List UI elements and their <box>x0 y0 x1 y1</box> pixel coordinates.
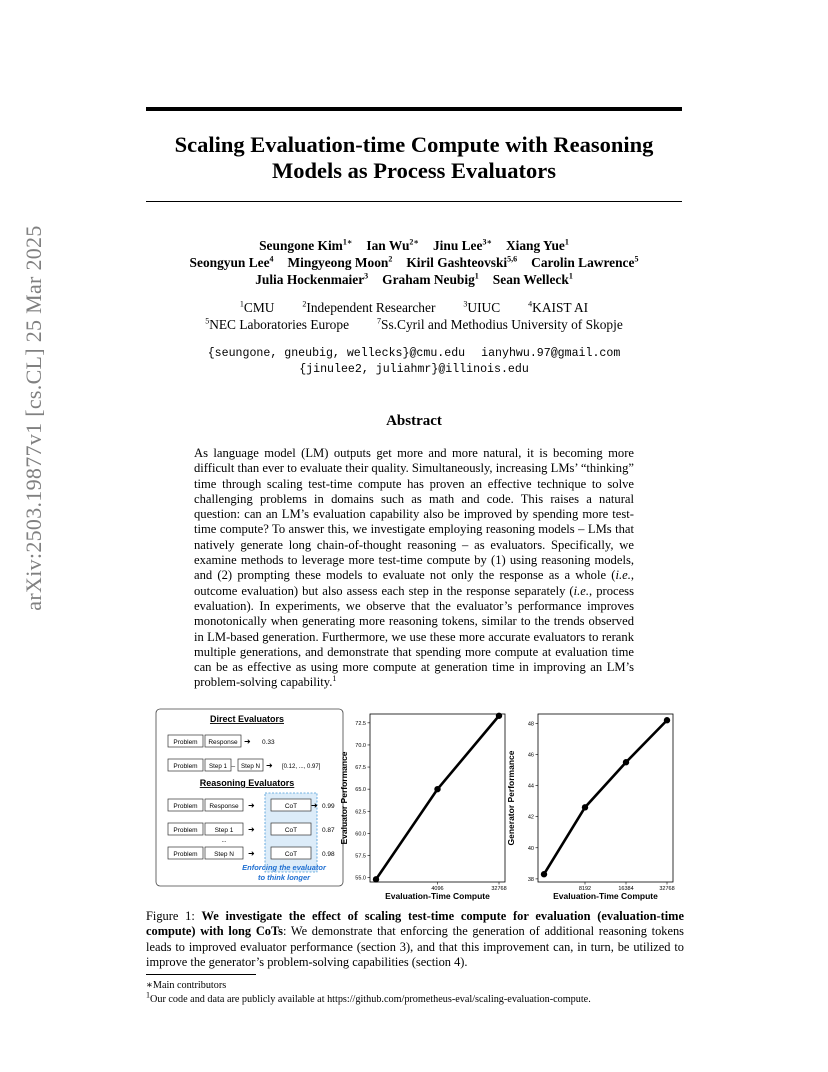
y-tick-label: 70.0 <box>355 742 366 749</box>
data-point <box>541 871 547 877</box>
y-tick-label: 46 <box>527 752 534 759</box>
direct-problem-label-1: Problem <box>173 739 198 746</box>
author-2: Jinu Lee$^{3∗}$ <box>432 237 492 253</box>
affiliation-1: $^2$Independent Researcher <box>302 299 436 315</box>
y-tick-label: 48 <box>527 721 534 728</box>
reason-problem-label-3: Problem <box>173 851 198 858</box>
direct-response-label: Response <box>208 739 238 746</box>
y-tick-label: 65.0 <box>355 787 366 794</box>
reason-response-label: Response <box>209 803 239 810</box>
reason-problem-label-1: Problem <box>173 803 198 810</box>
footnote-main-contributors: ∗Main contributors <box>146 980 227 991</box>
abstract-heading: Abstract <box>386 413 442 429</box>
reason-step1-label: Step 1 <box>214 827 234 834</box>
y-tick-label: 38 <box>527 876 534 883</box>
evaluator-diagram <box>156 709 343 886</box>
data-point <box>496 713 502 719</box>
author-2: Kiril Gashteovski$^{5,6}$ <box>406 254 518 270</box>
series-line <box>376 716 499 880</box>
reason-score-2: 0.87 <box>322 827 335 834</box>
title-bottom-rule <box>146 201 682 202</box>
direct-problem-label-2: Problem <box>173 763 198 770</box>
affiliations <box>146 299 682 333</box>
x-tick-label: 16384 <box>618 886 634 892</box>
arrow-icon: ➜ <box>248 849 255 858</box>
title-top-rule <box>146 107 682 111</box>
x-tick-label: 4096 <box>431 886 444 892</box>
footnote-rule <box>146 974 256 975</box>
email-cmu[interactable]: {seungone, gneubig, wellecks}@cmu.edu <box>207 347 466 360</box>
x-axis-label: Evaluation-Time Compute <box>385 891 490 901</box>
figure-1 <box>140 700 700 908</box>
author-0: Seungone Kim$^{1∗}$ <box>259 237 353 253</box>
author-0: Julia Hockenmaier$^3$ <box>255 271 369 287</box>
arrow-icon: ➜ <box>244 737 251 746</box>
cot-label-1: CoT <box>284 803 298 810</box>
direct-evaluators-title: Direct Evaluators <box>209 714 285 724</box>
affiliation-2: $^3$UIUC <box>463 299 501 315</box>
direct-stepn-label: Step N <box>241 763 260 770</box>
arxiv-sidebar-stamp: arXiv:2503.19877v1 [cs.CL] 25 Mar 2025 <box>21 225 46 611</box>
footnotes <box>146 979 706 1006</box>
y-tick-label: 55.0 <box>355 875 366 882</box>
author-list <box>146 237 682 288</box>
reason-problem-label-2: Problem <box>173 827 198 834</box>
x-tick-label: 32768 <box>491 886 507 892</box>
email-gmail[interactable]: ianyhwu.97@gmail.com <box>481 347 621 360</box>
affiliation-0: $^5$NEC Laboratories Europe <box>205 316 350 332</box>
x-tick-label: 8192 <box>578 886 592 892</box>
x-tick-label: 32768 <box>659 886 675 892</box>
email-illinois[interactable]: {jinulee2, juliahmr}@illinois.edu <box>299 362 529 376</box>
reason-score-1: 0.99 <box>322 803 335 810</box>
cot-label-2: CoT <box>284 827 298 834</box>
cot-label-3: CoT <box>284 851 298 858</box>
data-point <box>582 804 588 810</box>
emails <box>146 346 682 377</box>
step-dash: – <box>231 763 236 770</box>
arrow-icon: ➜ <box>248 801 255 810</box>
paper-title <box>146 132 682 184</box>
y-tick-label: 60.0 <box>355 831 366 838</box>
title-line-2: Models as Process Evaluators <box>272 158 556 183</box>
data-point <box>373 876 379 882</box>
y-axis-label: Generator Performance <box>506 750 516 846</box>
affiliation-3: $^4$KAIST AI <box>528 299 589 315</box>
arrow-icon: ➜ <box>266 761 273 770</box>
affiliation-0: $^1$CMU <box>239 299 275 315</box>
title-line-1: Scaling Evaluation-time Compute with Reasoning <box>174 132 654 157</box>
y-tick-label: 40 <box>527 845 534 852</box>
direct-score-vector: [0.12, ..., 0.97] <box>282 764 321 770</box>
author-2: Sean Welleck$^1$ <box>492 271 573 287</box>
y-axis-label: Evaluator Performance <box>339 751 349 845</box>
data-point <box>434 786 440 792</box>
enforce-caption-line-2: to think longer <box>257 873 311 882</box>
ellipsis-dots: ... <box>221 838 227 844</box>
enforce-caption-line-1: Enforcing the evaluator <box>242 863 326 872</box>
author-1: Ian $Wu^{2∗}$ <box>366 237 419 253</box>
affiliation-1: $^7$Ss.Cyril and Methodius University of Skopje <box>377 316 623 332</box>
data-point <box>664 717 670 723</box>
series-line <box>544 720 667 874</box>
plot-frame <box>538 714 673 882</box>
footnote-code-link[interactable]: $^1$Our code and data are publicly available at https://github.com/prometheus-eval/scaling-evaluation-compute. <box>146 990 591 1005</box>
evaluator-performance-chart <box>339 713 507 901</box>
author-0: Seongyun Lee$^4$ <box>189 254 274 270</box>
figure-caption: Figure 1: We investigate the effect of scaling test-time compute for evaluation (evaluation-time compute) with long CoTs: We demonstrate that enforcing the generation of additional reasoning tokens leads to improved evaluator performance (section 3), and that this improvement can, in turn, be utilized to improve the generator’s problem-solving capabilities (section 4). <box>146 909 684 969</box>
y-tick-label: 67.5 <box>355 765 366 772</box>
author-3: Xiang Yue$^1$ <box>505 237 569 253</box>
y-tick-label: 44 <box>527 783 534 790</box>
arrow-icon: ➜ <box>311 801 318 810</box>
direct-score: 0.33 <box>262 739 275 746</box>
reasoning-evaluators-title: Reasoning Evaluators <box>199 778 295 788</box>
y-tick-label: 72.5 <box>355 720 366 727</box>
reason-score-3: 0.98 <box>322 851 335 858</box>
x-axis-label: Evaluation-Time Compute <box>553 891 658 901</box>
direct-step1-label: Step 1 <box>209 763 227 770</box>
author-1: Graham Neubig$^1$ <box>382 271 479 287</box>
y-tick-label: 57.5 <box>355 853 366 860</box>
abstract-body: As language model (LM) outputs get more and more natural, it is becoming more difficult than ever to evaluate their quality. Simultaneously, increasing LMs’ “thinking” time through scaling test-time compute has proven an effective technique to solve challenging problems in domains such as math and code. This raises a natural question: can an LM’s evaluation capability also be improved by spending more test-time compute? To answer this, we investigate employing reasoning models – LMs that natively generate long chain-of-thought reasoning – as evaluators. Specifically, we examine methods to leverage more test-time compute by (1) using reasoning models, and (2) prompting these models to evaluate not only the response as a whole (i.e., outcome evaluation) but also assess each step in the response separately (i.e., process evaluation). In experiments, we observe that the evaluator’s performance improves monotonically when generating more reasoning tokens, similar to the trends observed in LM-based generation. Furthermore, we use these more accurate evaluators to rerank multiple generations, and demonstrate that spending more compute at evaluation time can be as effective as using more compute at generation time in improving an LM’s problem-solving capability.$^1$ <box>194 446 634 690</box>
data-point <box>623 759 629 765</box>
author-3: Carolin Lawrence$^5$ <box>531 254 639 270</box>
arrow-icon: ➜ <box>248 825 255 834</box>
y-tick-label: 62.5 <box>355 809 366 816</box>
y-tick-label: 42 <box>527 814 534 821</box>
author-1: Mingyeong Moon$^2$ <box>287 254 393 270</box>
reason-stepn-label: Step N <box>214 851 234 858</box>
generator-performance-chart <box>506 714 675 901</box>
